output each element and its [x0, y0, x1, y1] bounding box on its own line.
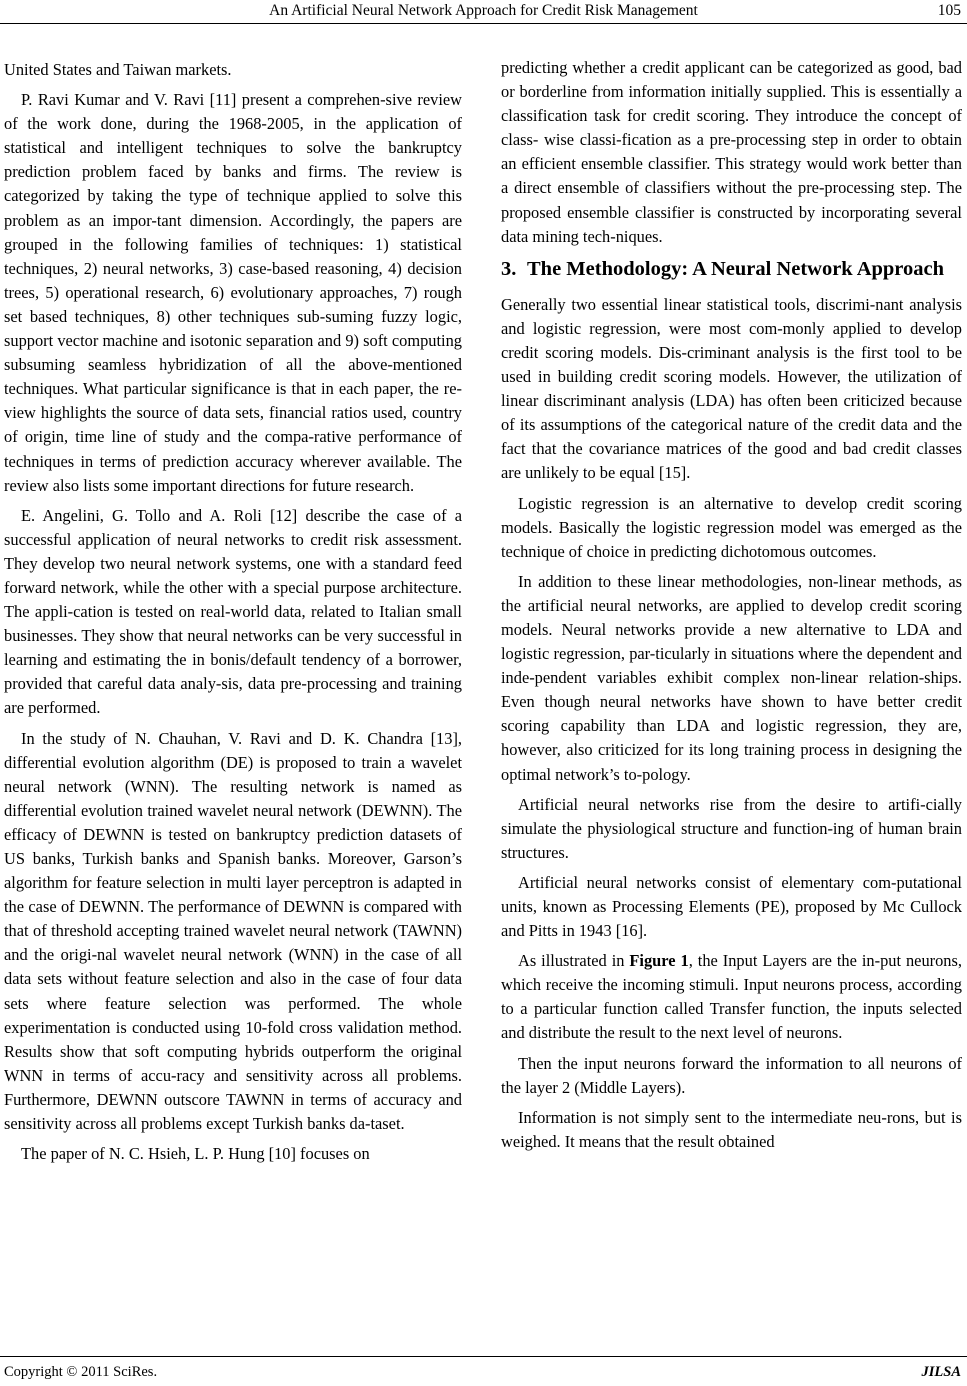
header-rule — [0, 23, 967, 24]
paragraph: United States and Taiwan markets. — [4, 60, 232, 79]
page-number: 105 — [937, 2, 961, 19]
paragraph: Generally two essential linear statistical tools, discrimi-nant analysis and logistic regression, were most com-monly applied to develop credit scoring models. Dis-criminant analysis is the first tool to be used in building credit scoring models. However, the utilization of linear discriminant analysis (LDA) has often been criticized because of its assumptions of the categorical nature of the credit data and the fact that the covariance matrices of the good and bad credit classes are unlikely to be equal [15]. — [501, 294, 962, 483]
figure-reference-link[interactable]: Figure 1 — [629, 951, 689, 971]
paragraph: In the study of N. Chauhan, V. Ravi and D. K. Chandra [13], differential evolution algorithm (DE) is proposed to train a wavelet neural network (WNN). The resulting network is named as differential evolution trained wavelet neural network (DEWNN). The efficacy of DEWNN is tested on bankruptcy prediction datasets of US banks, Turkish banks and Spanish banks. Moreover, Garson’s algorithm for feature selection in multi layer perceptron is adapted in the case of DEWNN. The performance of DEWNN is compared with that of threshold accepting trained wavelet neural network (TAWNN) and the origi-nal wavelet neural network (WNN) in the case of all data sets without feature selection and also in the case of four data sets where feature selection was performed. The whole experimentation is conducted using 10-fold cross validation method. Results show that soft computing hybrids outperform the original WNN in terms of accu-racy and sensitivity across all problems. Furthermore, DEWNN outscore TAWNN in terms of accuracy and sensitivity across all problems except Turkish banks da-taset. — [4, 728, 462, 1134]
paragraph: In addition to these linear methodologies, non-linear methods, as the artificial neural networks, are applied to develop credit scoring models. Neural networks provide a new alternative to LDA and logistic regression, par-ticularly in situations where the dependent and inde-pendent variables exhibit complex non-linear relation-ships. Even though neural networks have shown to have better credit scoring capability than LDA and logistic regression, they are, however, also criticized for its long training process in designing the optimal network’s to-pology. — [501, 571, 962, 784]
text-run: As illustrated in — [518, 951, 630, 971]
paragraph: Logistic regression is an alternative to develop credit scoring models. Basically the logistic regression model was emerged as the technique of choice in predicting dichotomous outcomes. — [501, 493, 962, 561]
paragraph — [501, 949, 962, 1045]
paragraph: The paper of N. C. Hsieh, L. P. Hung [10] focuses on — [21, 1144, 370, 1164]
paragraph: Information is not simply sent to the intermediate neu-rons, but is weighed. It means that the result obtained — [501, 1107, 962, 1151]
journal-abbreviation: JILSA — [921, 1364, 961, 1380]
page-footer — [0, 1356, 967, 1380]
paragraph: P. Ravi Kumar and V. Ravi [11] present a comprehen-sive review of the work done, during the 1968-2005, in the application of statistical and intelligent techniques to solve the bankruptcy prediction problem faced by banks and firms. The review is categorized by taking the type of technique applied to solve this problem as an impor-tant dimension. Accordingly, the papers are grouped in the following families of techniques: 1) statistical techniques, 2) neural networks, 3) case-based reasoning, 4) decision trees, 5) operational research, 6) evolutionary approaches, 7) rough set based techniques, 8) other techniques sub-suming fuzzy logic, support vector machine and isotonic separation and 9) soft computing subsuming seamless hybridization of all the above-mentioned techniques. What particular significance is that in each paper, the re-view highlights the source of data sets, financial ratios used, country of origin, time line of study and the compa-rative performance of techniques in terms of prediction accuracy wherever available. The review also lists some important directions for future research. — [4, 90, 462, 495]
running-title: An Artificial Neural Network Approach for Credit Risk Management — [269, 2, 698, 19]
paragraph: E. Angelini, G. Tollo and A. Roli [12] describe the case of a successful application of neural networks to credit risk assessment. They develop two neural network systems, one with a standard feed forward network, while the other with a special purpose architecture. The appli-cation is tested on real-world data, related to Italian small businesses. They show that neural networks can be very successful in learning and estimating the in bonis/default tendency of a borrower, provided that careful data analy-sis, data pre-processing and training are performed. — [4, 505, 462, 718]
right-column — [501, 56, 962, 1160]
section-number: 3. — [501, 257, 517, 280]
copyright-notice: Copyright © 2011 SciRes. — [4, 1364, 158, 1380]
paragraph: Artificial neural networks rise from the desire to artifi-cially simulate the physiological structure and function-ing of human brain structures. — [501, 794, 962, 862]
section-heading — [501, 257, 962, 281]
running-header — [0, 2, 967, 24]
paragraph: Artificial neural networks consist of elementary com-putational units, known as Processing Elements (PE), proposed by Mc Cullock and Pitts in 1943 [16]. — [501, 872, 962, 941]
section-title: The Methodology: A Neural Network Approach — [527, 257, 945, 280]
paragraph: predicting whether a credit applicant can be categorized as good, bad or borderline from information initially supplied. This is essentially a classification task for credit scoring. They introduce the concept of class- wise classi-fication as a pre-processing step in order to obtain an efficient ensemble classifier. This strategy would work better than a direct ensemble of classifiers without the pre-processing step. The proposed ensemble classifier is constructed by incorporating several data mining tech-niques. — [501, 58, 962, 246]
text-run: , the Input Layers are the in-put neurons, which receive the incoming stimuli. Input neurons process, according to a particular function called Transfer function, the inputs selected and distribute the result to the next level of neurons. — [501, 951, 962, 1043]
left-column — [4, 58, 462, 1172]
paragraph: Then the input neurons forward the information to all neurons of the layer 2 (Middle Layers). — [501, 1053, 962, 1097]
footer-rule — [0, 1356, 967, 1357]
